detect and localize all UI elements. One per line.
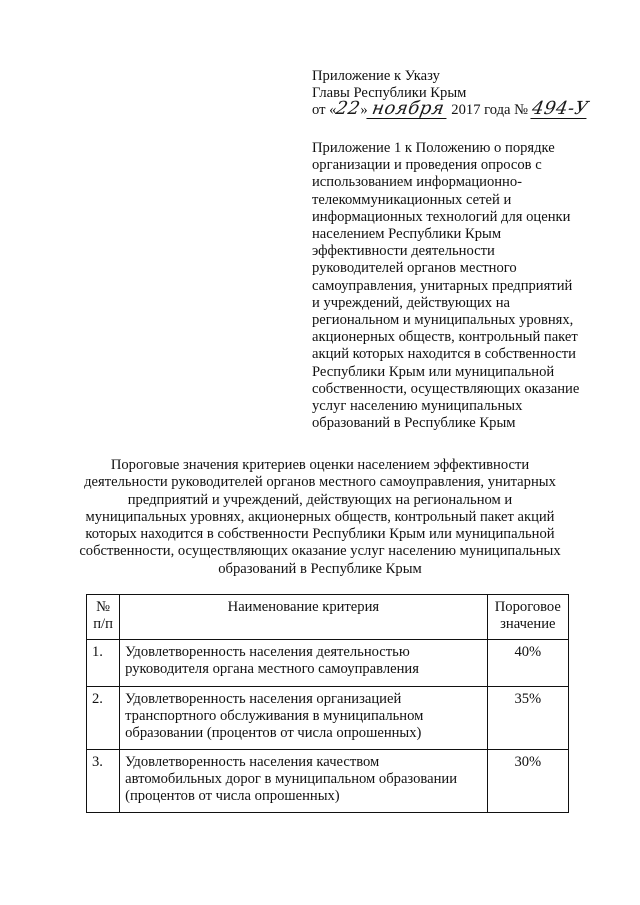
appendix-line: самоуправления, унитарных предприятий xyxy=(312,277,573,294)
threshold-value: 40% xyxy=(487,640,568,687)
threshold-value: 30% xyxy=(487,750,568,813)
appendix-line: организации и проведения опросов с xyxy=(312,157,542,174)
appendix-line: использованием информационно- xyxy=(312,174,523,191)
table-row xyxy=(87,640,569,687)
appendix-line: руководителей органов местного xyxy=(312,260,517,277)
table-header-row xyxy=(87,595,569,640)
appendix-line: собственности, осуществляющих оказание xyxy=(312,380,580,397)
appendix-line: акционерных обществ, контрольный пакет xyxy=(312,329,578,346)
appendix-line: эффективности деятельности xyxy=(312,243,495,260)
criterion-line: руководителя органа местного самоуправления xyxy=(125,661,419,677)
row-number: 2. xyxy=(87,687,120,750)
handwritten-decree-number: 494-У xyxy=(530,98,590,119)
appendix-line: региональном и муниципальных уровнях, xyxy=(312,312,574,329)
criterion-line: (процентов от числа опрошенных) xyxy=(125,788,340,804)
row-number: 1. xyxy=(87,640,120,687)
handwritten-day: 22 xyxy=(334,98,363,119)
decree-date-line xyxy=(312,98,612,119)
handwritten-month: ноября xyxy=(366,101,449,119)
appendix-line: акций которых находится в собственности xyxy=(312,346,576,363)
appendix-line: образований в Республике Крым xyxy=(312,415,516,432)
row-number: 3. xyxy=(87,750,120,813)
appendix-line: и учреждений, действующих на xyxy=(312,294,511,311)
appendix-line: телекоммуникационных сетей и xyxy=(312,191,512,208)
title-line: собственности, осуществляющих оказание услуг населению муниципальных xyxy=(79,543,561,560)
title-line: предприятий и учреждений, действующих на региональном и xyxy=(127,491,513,508)
date-mid: » xyxy=(360,102,368,118)
criterion-line-text: Удовлетворенность населения деятельностью xyxy=(125,644,410,660)
header-threshold-value: Пороговое значение xyxy=(487,595,568,640)
threshold-value: 35% xyxy=(487,687,568,750)
title-line: образований в Республике Крым xyxy=(218,560,422,577)
criteria-table xyxy=(86,594,569,813)
title-line: муниципальных уровнях, акционерных обществ, контрольный пакет акций xyxy=(85,508,555,525)
criterion-line: образовании (процентов от числа опрошенных) xyxy=(125,725,422,741)
criterion-line xyxy=(125,644,482,661)
criterion-name xyxy=(120,750,488,813)
decree-line-2: Главы Республики Крым xyxy=(312,84,467,101)
table-row xyxy=(87,750,569,813)
appendix-line: услуг населению муниципальных xyxy=(312,398,523,415)
criterion-line: Удовлетворенность населения качеством xyxy=(125,754,380,770)
document-title xyxy=(60,457,580,578)
appendix-line: Республики Крым или муниципальной xyxy=(312,363,555,380)
date-prefix: от « xyxy=(312,102,337,118)
table-row xyxy=(87,687,569,750)
title-line: Пороговые значения критериев оценки населением эффективности xyxy=(110,457,530,473)
appendix-line: населением Республики Крым xyxy=(312,226,502,243)
criterion-line: транспортного обслуживания в муниципальном xyxy=(125,708,424,724)
appendix-line: информационных технологий для оценки xyxy=(312,208,571,225)
year-text: 2017 года № xyxy=(451,102,529,118)
decree-reference xyxy=(312,68,612,119)
header-criterion-name: Наименование критерия xyxy=(120,595,488,640)
title-line: деятельности руководителей органов местного самоуправления, унитарных xyxy=(84,474,556,491)
criterion-line: автомобильных дорог в муниципальном образовании xyxy=(125,771,458,787)
decree-line-1: Приложение к Указу xyxy=(312,68,440,84)
criterion-name xyxy=(120,640,488,687)
title-line: которых находится в собственности Республики Крым или муниципальной xyxy=(85,526,555,543)
criterion-line: Удовлетворенность населения организацией xyxy=(125,691,402,707)
appendix-line: Приложение 1 к Положению о порядке xyxy=(312,140,555,156)
header-number: № п/п xyxy=(87,595,120,640)
criterion-name xyxy=(120,687,488,750)
appendix-note xyxy=(312,140,612,432)
